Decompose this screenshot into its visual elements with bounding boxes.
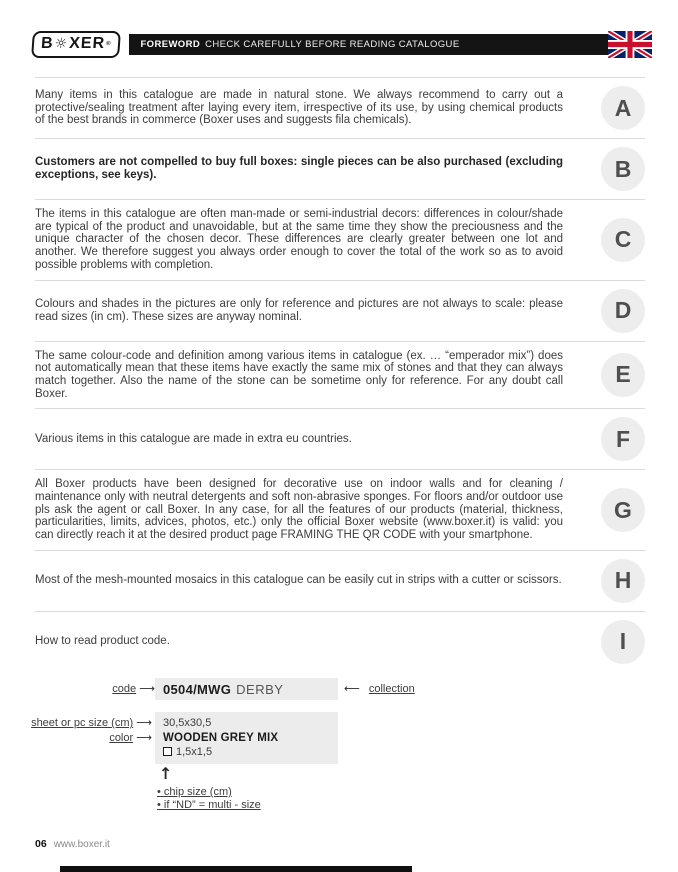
collection-name: DERBY	[236, 681, 284, 697]
note-letter-badge: A	[601, 86, 645, 130]
note-row-i	[35, 611, 645, 672]
uk-flag-icon	[608, 31, 652, 58]
product-code: 0504/MWG	[163, 681, 232, 697]
logo-text-left: B	[40, 34, 55, 52]
code-label: code	[112, 683, 137, 695]
arrow-left-icon: ⟵	[344, 682, 360, 695]
note-row-f	[35, 408, 645, 469]
sheet-size-value: 30,5x30,5	[163, 717, 212, 729]
note-row-g	[35, 469, 645, 550]
note-text: All Boxer products have been designed for decorative use on indoor walls and for cleaning / maintenance only with neutral detergents and soft non-abrasive sponges. For floors and/or outdoor use pls ask the agent or call Boxer. In any case, for all the features of our products (material, thickness, particularities, limits, advices, photos, etc.) only the official Boxer website (www.boxer.it) is valid: you can directly reach it at the desired product page FRAMING THE QR CODE with your smartphone.	[35, 478, 563, 542]
note-text: Most of the mesh-mounted mosaics in this catalogue can be easily cut in strips with a cutter or scissors.	[35, 574, 562, 587]
note-text: How to read product code.	[35, 635, 170, 648]
arrow-right-icon: ⟶	[136, 731, 152, 744]
note-text: The items in this catalogue are often man-made or semi-industrial decors: differences in colour/shade are typical of the product and unavoidable, but at the same time they show the preciousness and the unique character of the chosen decor. These differences are clearly greater between one lot and another. We therefore suggest you always order enough to cover the total of the work so as to avoid possible problems with completion.	[35, 208, 563, 271]
note-text: Customers are not compelled to buy full boxes: single pieces can be also purchased (excluding exceptions, see keys).	[35, 156, 563, 181]
logo-text-right: XER	[68, 34, 106, 52]
note-text: The same colour-code and definition among various items in catalogue (ex. … “emperador mix”) does not automatically mean that these items have exactly the same mix of stones and that they can always match together. Also the name of the stone can be sometime only for reference. For any doubt call Boxer.	[35, 349, 563, 400]
note-letter-badge: F	[601, 417, 645, 461]
note-row-a	[35, 77, 645, 138]
page-number: 06	[35, 838, 47, 850]
chip-note-text: chip size (cm)	[163, 786, 232, 798]
foreword-notes-list	[35, 77, 645, 672]
collection-label-line	[344, 682, 415, 695]
note-row-d	[35, 280, 645, 341]
bullet-icon: •	[157, 786, 161, 798]
page-footer	[35, 838, 110, 850]
collection-label: collection	[368, 683, 415, 695]
note-row-b	[35, 138, 645, 199]
note-letter-badge: H	[601, 559, 645, 603]
note-letter-badge: B	[601, 147, 645, 191]
note-text: Many items in this catalogue are made in natural stone. We always recommend to carry out a protective/sealing treatment after laying every item, irrespective of its use, by using chemical products of the best brands in commerce (Boxer uses and suggests fila chemicals).	[35, 88, 563, 127]
foreword-title-bar	[129, 34, 608, 55]
color-label: color	[109, 732, 134, 744]
boxer-logo	[31, 31, 121, 58]
foreword-label: FOREWORD	[140, 38, 201, 50]
note-row-h	[35, 550, 645, 611]
registered-mark: ®	[105, 40, 112, 47]
website-text: www.boxer.it	[53, 839, 110, 850]
note-text: Various items in this catalogue are made in extra eu countries.	[35, 432, 352, 445]
color-label-line	[0, 731, 152, 744]
color-value: WOODEN GREY MIX	[163, 731, 279, 744]
page-header	[32, 30, 652, 58]
square-icon	[163, 747, 172, 756]
note-row-e	[35, 341, 645, 409]
chip-size-note	[157, 786, 232, 798]
arrow-right-icon: ⟶	[139, 682, 155, 695]
arrow-right-icon: ⟶	[136, 716, 152, 729]
note-text: Colours and shades in the pictures are only for reference and pictures are not always to scale: please read sizes (in cm). These sizes are anyway nominal.	[35, 297, 563, 323]
note-letter-badge: D	[601, 289, 645, 333]
sheet-size-label-line	[0, 716, 152, 729]
foreword-subtitle: CHECK CAREFULLY BEFORE READING CATALOGUE	[205, 38, 460, 50]
nd-multisize-note	[157, 799, 261, 811]
note-letter-badge: C	[601, 218, 645, 262]
code-label-line	[35, 682, 155, 695]
sheet-size-label: sheet or pc size (cm)	[31, 717, 134, 729]
note-letter-badge: G	[601, 488, 645, 532]
bullet-icon: •	[157, 799, 161, 811]
note-letter-badge: I	[601, 620, 645, 664]
code-value-box	[155, 678, 338, 700]
nd-note-text: if “ND” = multi - size	[163, 799, 261, 811]
chip-size-value: 1,5x1,5	[176, 746, 213, 758]
note-row-c	[35, 199, 645, 280]
gear-o-icon: ☼	[54, 35, 69, 52]
note-letter-badge: E	[601, 353, 645, 397]
spec-box	[155, 712, 338, 764]
chip-size-line	[163, 745, 338, 760]
arrow-up-icon: ↑	[159, 764, 173, 783]
bottom-bar	[60, 866, 412, 872]
